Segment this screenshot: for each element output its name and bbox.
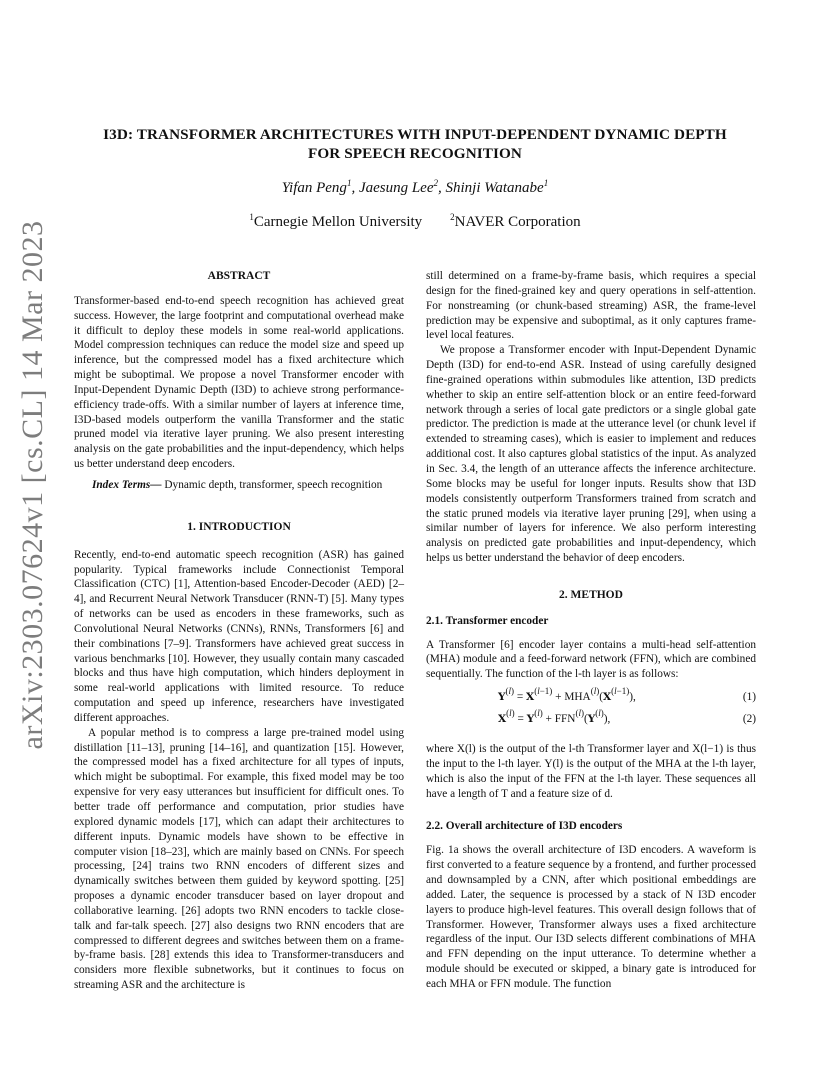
intro-heading: 1. INTRODUCTION: [187, 520, 291, 533]
right-column: [426, 269, 756, 992]
section-2-1-paragraph: A Transformer [6] encoder layer contains a multi-head self-attention (MHA) module and a feed-forward network (FFN), which are combined sequentially. The function of the l-th layer is as follows:: [426, 638, 756, 681]
author-list: Yifan Peng$^1$, Jaesung Lee$^2$, Shinji Watanabe$^1$: [281, 178, 549, 196]
arxiv-stamp: arXiv:2303.07624v1 [cs.CL] 14 Mar 2023: [16, 220, 49, 750]
section-2-1-heading: 2.1. Transformer encoder: [426, 614, 549, 627]
method-heading: 2. METHOD: [559, 588, 623, 601]
paper-title: I3D: TRANSFORMER ARCHITECTURES WITH INPUT-DEPENDENT DYNAMIC DEPTH FOR SPEECH RECOGNITION: [103, 126, 727, 162]
section-2-2-paragraph: Fig. 1a shows the overall architecture of I3D encoders. A waveform is first converted to a feature sequence by a frontend, and further processed and downsampled by a CNN, after which positional embeddings are added. Later, the sequence is processed by a stack of N I3D encoder layers to produce high-level features. This overall design follows that of Transformer. However, Transformer always uses a fixed architecture regardless of the input. Our I3D selects different combinations of MHA and FFN depending on the input utterance. To determine whether a module should be executed or skipped, a binary gate is introduced for each MHA or FFN module. The function: [426, 844, 756, 990]
index-terms: Index Terms— Dynamic depth, transformer, speech recognition: [92, 478, 383, 491]
section-2-2-heading: 2.2. Overall architecture of I3D encoders: [426, 820, 623, 833]
affiliations: $^1$Carnegie Mellon University $^2$NAVER Corporation: [249, 212, 581, 230]
right-paragraph-1: still determined on a frame-by-frame basis, which requires a special design for the fined-grained key and query operations in self-attention. For nonstreaming (or chunk-based streaming) ASR, the frame-level prediction may be expensive and suboptimal, as it only captures frame-level local features.: [426, 270, 756, 342]
abstract-text: Transformer-based end-to-end speech recognition has achieved great success. However, the large footprint and computational overhead make it difficult to deploy these models in some real-world applications. Model compression techniques can reduce the model size and speed up inference, but the compressed model has a fixed architecture which might be suboptimal. We propose a novel Transformer encoder with Input-Dependent Dynamic Depth (I3D) to achieve strong performance-efficiency trade-offs. With a similar number of layers at inference time, I3D-based models outperform the vanilla Transformer and the static pruned model via iterative layer pruning. We also present interesting analysis on the gate probabilities and the input-dependency, which helps us better understand deep encoders.: [74, 294, 404, 471]
left-column: [74, 269, 404, 993]
equation-2: $X^{(l)} = Y^{(l)} + FFN^{(l)}(Y^{(l)})$, (2): [498, 708, 756, 726]
intro-paragraph-2: A popular method is to compress a large pre-trained model using distillation [11–13], pruning [14–16], and quantization [15]. However, the compressed model has a fixed architecture for all types of inputs, which might be suboptimal. For example, this fixed model may be too expensive for very easy utterances but insufficient for difficult ones. To better trade off performance and computation, prior studies have explored dynamic models [17], which can adapt their architectures to different inputs. Dynamic models have shown to be effective in computer vision [18–23], which are mainly based on CNNs. For speech processing, [24] trains two RNN encoders of different sizes and dynamically switches between them guided by keyword spotting. [25] proposes a dynamic encoder transducer based on layer dropout and collaborative learning. [26] adopts two RNN encoders to tackle close-talk and far-talk speech. [27] also designs two RNN encoders that are compressed to different degrees and switches between them on a frame-by-frame basis. [28] extends this idea to Transformer-transducers and considers more flexible subnetworks, but it continues to focus on streaming ASR and the architecture is: [74, 726, 404, 992]
abstract-heading: ABSTRACT: [207, 270, 271, 282]
right-paragraph-2: We propose a Transformer encoder with Input-Dependent Dynamic Depth (I3D) for end-to-end ASR. Instead of using carefully designed fine-grained operations within submodules like attention, I3D predicts whether to skip an entire self-attention block or an entire feed-forward network through a series of local gate predictors or a single global gate predictor. The prediction is made at the utterance level (or chunk level if extended to streaming cases), which is easier to implement and reduces additional cost. It also captures global statistics of the input. As analyzed in Sec. 3.4, the length of an utterance affects the inference architecture. Some blocks may be useful for longer inputs. Results show that I3D models consistently outperform Transformers trained from scratch and the static pruned models via iterative layer pruning [29], when using a similar number of layers for inference. We also perform interesting analysis on predicted gate probabilities and input-dependency, which helps us better understand the behavior of deep encoders.: [426, 344, 756, 565]
intro-paragraph-1: Recently, end-to-end automatic speech recognition (ASR) has gained popularity. Typical frameworks include Connectionist Temporal Classification (CTC) [1], Attention-based Encoder-Decoder (AED) [2–4], and Recurrent Neural Network Transducer (RNN-T) [5]. Many types of networks can be used as encoders in these frameworks, such as Convolutional Neural Networks (CNNs), RNNs, Transformers [6] and their combinations [7–9]. Transformers have achieved great success in various benchmarks [10]. However, they usually contain many cascaded blocks and thus have high computation, which hinders deployment in some real-world applications with limited resource. To reduce computation and speed up inference, researchers have investigated different approaches.: [74, 548, 404, 724]
after-equation-paragraph: where X(l) is the output of the l-th Transformer layer and X(l−1) is thus the input to the l-th layer. Y(l) is the output of the MHA at the l-th layer, which is also the input of the FFN at the l-th layer. These sequences all have a length of T and a feature size of d.: [426, 743, 756, 800]
equation-1: $Y^{(l)} = X^{(l-1)} + MHA^{(l)}(X^{(l-1)})$, (1): [498, 686, 756, 704]
